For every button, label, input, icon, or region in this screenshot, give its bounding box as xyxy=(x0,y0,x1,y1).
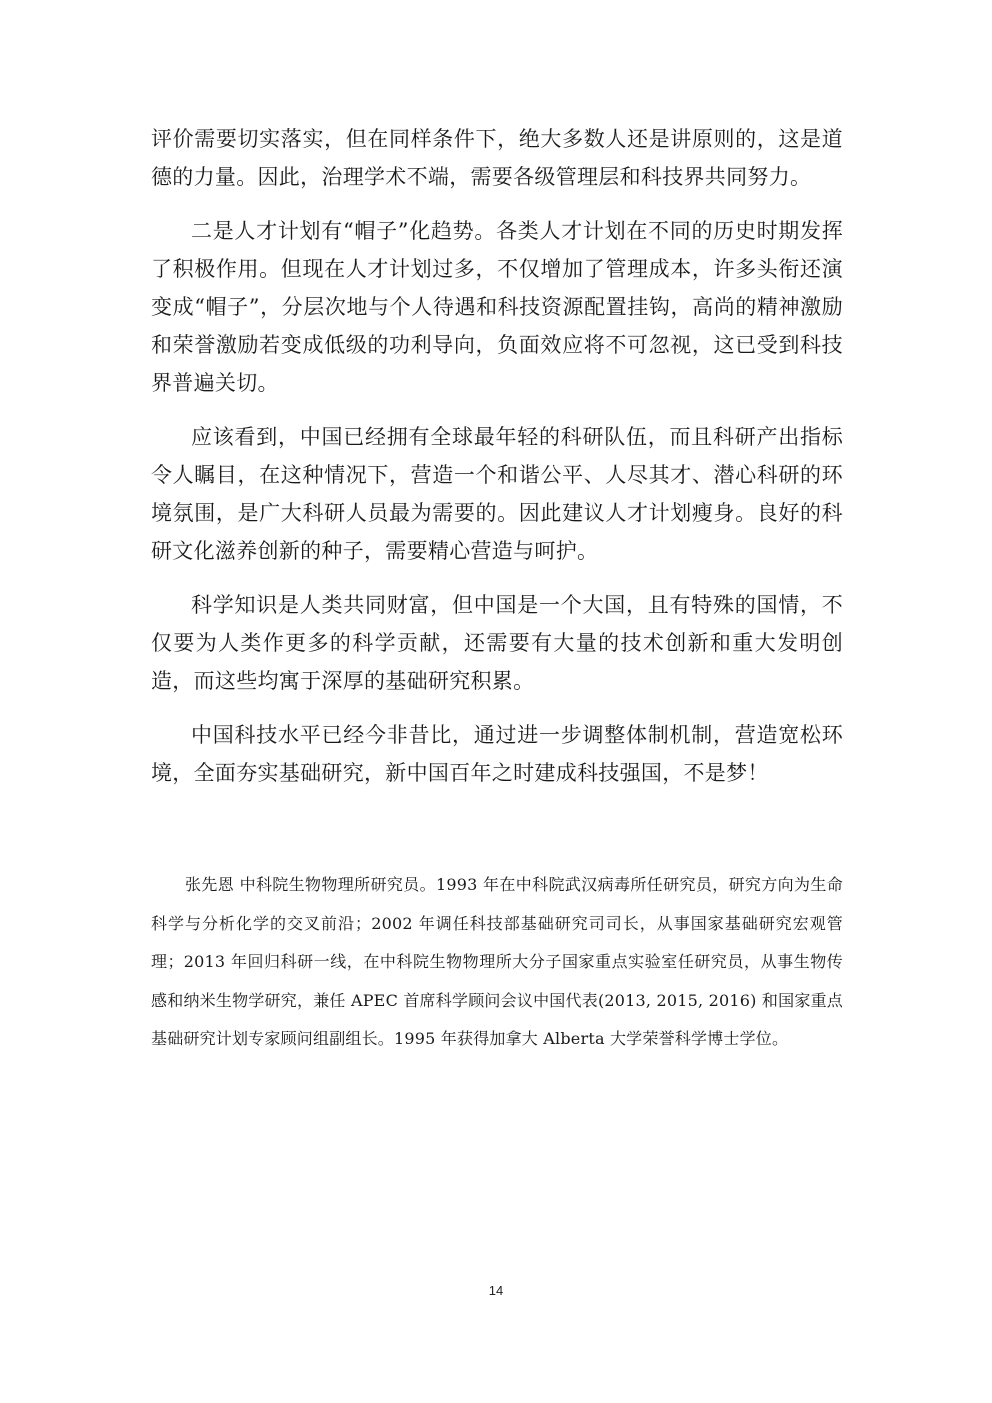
paragraph-4: 科学知识是人类共同财富，但中国是一个大国，且有特殊的国情，不仅要为人类作更多的科学贡献，还需要有大量的技术创新和重大发明创造，而这些均寓于深厚的基础研究积累。 xyxy=(151,593,843,693)
author-bio: 张先恩 中科院生物物理所研究员。1993 年在中科院武汉病毒所任研究员，研究方向为生命科学与分析化学的交叉前沿；2002 年调任科技部基础研究司司长，从事国家基础研究宏观管理；2013 年回归科研一线，在中科院生物物理所大分子国家重点实验室任研究员，从事生物传感和纳米生物学研究，兼任 APEC 首席科学顾问会议中国代表(2013, 2015, 2016) 和国家重点基础研究计划专家顾问组副组长。1995 年获得加拿大 Alberta 大学荣誉科学博士学位。 xyxy=(151,875,843,1048)
paragraph-1: 评价需要切实落实，但在同样条件下，绝大多数人还是讲原则的，这是道德的力量。因此，治理学术不端，需要各级管理层和科技界共同努力。 xyxy=(151,127,843,189)
article-body xyxy=(151,120,843,808)
paragraph-3: 应该看到，中国已经拥有全球最年轻的科研队伍，而且科研产出指标令人瞩目，在这种情况下，营造一个和谐公平、人尽其才、潜心科研的环境氛围，是广大科研人员最为需要的。因此建议人才计划瘦身。良好的科研文化滋养创新的种子，需要精心营造与呵护。 xyxy=(151,425,843,563)
page-number: 14 xyxy=(488,1283,504,1298)
paragraph-2: 二是人才计划有“帽子”化趋势。各类人才计划在不同的历史时期发挥了积极作用。但现在人才计划过多，不仅增加了管理成本，许多头衔还演变成“帽子”，分层次地与个人待遇和科技资源配置挂钩，高尚的精神激励和荣誉激励若变成低级的功利导向，负面效应将不可忽视，这已受到科技界普遍关切。 xyxy=(151,219,843,395)
paragraph-5: 中国科技水平已经今非昔比，通过进一步调整体制机制，营造宽松环境，全面夯实基础研究，新中国百年之时建成科技强国，不是梦！ xyxy=(151,723,843,785)
